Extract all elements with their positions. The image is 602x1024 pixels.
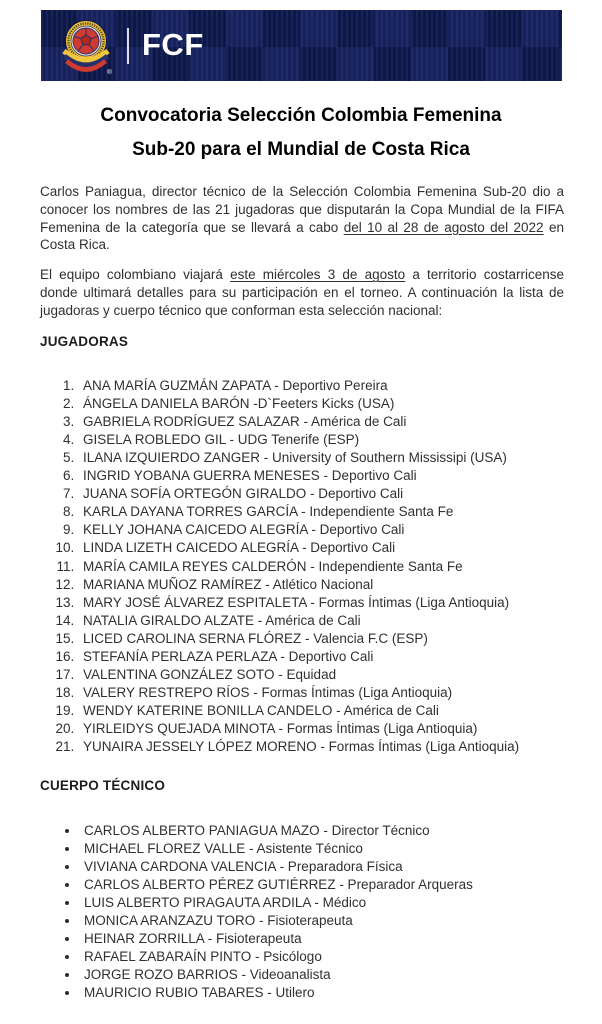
travel-paragraph xyxy=(40,266,564,319)
player-item: 2. ÁNGELA DANIELA BARÓN -D`Feeters Kicks (USA) xyxy=(78,395,562,413)
player-item: 9. KELLY JOHANA CAICEDO ALEGRÍA - Deportivo Cali xyxy=(78,521,562,539)
staff-list xyxy=(40,822,562,1002)
title-line-2: Sub-20 para el Mundial de Costa Rica xyxy=(132,139,470,160)
travel-text-before: El equipo colombiano viajará xyxy=(40,267,231,283)
player-item: 17. VALENTINA GONZÁLEZ SOTO - Equidad xyxy=(78,666,562,684)
player-item: 21. YUNAIRA JESSELY LÓPEZ MORENO - Formas Íntimas (Liga Antioquia) xyxy=(78,738,562,756)
staff-item: • RAFAEL ZABARAÍN PINTO - Psicólogo xyxy=(80,948,562,966)
travel-text-after: a territorio costarricense donde ultimará detalles para su participación en el torneo. A continuación la lista de jugadoras y cuerpo técnico que conforman esta selección nacional: xyxy=(40,267,565,318)
player-item: 6. INGRID YOBANA GUERRA MENESES - Deportivo Cali xyxy=(78,467,562,485)
staff-item: • MONICA ARANZAZU TORO - Fisioterapeuta xyxy=(80,912,562,930)
travel-date-underlined: este miércoles 3 de agosto xyxy=(230,267,406,283)
staff-item: • JORGE ROZO BARRIOS - Videoanalista xyxy=(80,966,562,984)
player-item: 14. NATALIA GIRALDO ALZATE - América de Cali xyxy=(78,612,562,630)
page-title xyxy=(40,99,562,167)
fcf-crest xyxy=(58,15,114,77)
staff-item: • HEINAR ZORRILLA - Fisioterapeuta xyxy=(80,930,562,948)
fcf-banner xyxy=(41,10,562,81)
player-item: 15. LICED CAROLINA SERNA FLÓREZ - Valencia F.C (ESP) xyxy=(78,630,562,648)
player-item: 11. MARÍA CAMILA REYES CALDERÓN - Independiente Santa Fe xyxy=(78,558,562,576)
banner-divider xyxy=(127,28,129,64)
staff-item: • VIVIANA CARDONA VALENCIA - Preparadora Física xyxy=(80,858,562,876)
fcf-wordmark: FCF xyxy=(142,27,204,62)
player-item: 18. VALERY RESTREPO RÍOS - Formas Íntimas (Liga Antioquia) xyxy=(78,684,562,702)
title-line-1: Convocatoria Selección Colombia Femenina xyxy=(100,105,502,126)
staff-item: • CARLOS ALBERTO PANIAGUA MAZO - Director Técnico xyxy=(80,822,562,840)
player-item: 13. MARY JOSÉ ÁLVAREZ ESPITALETA - Formas Íntimas (Liga Antioquia) xyxy=(78,594,562,612)
intro-dates-underlined: del 10 al 28 de agosto del 2022 xyxy=(343,219,544,235)
staff-item: • LUIS ALBERTO PIRAGAUTA ARDILA - Médico xyxy=(80,894,562,912)
player-item: 1. ANA MARÍA GUZMÁN ZAPATA - Deportivo Pereira xyxy=(78,377,562,395)
registered-mark: ® xyxy=(107,68,112,76)
staff-item: • MICHAEL FLOREZ VALLE - Asistente Técnico xyxy=(80,840,562,858)
player-item: 19. WENDY KATERINE BONILLA CANDELO - América de Cali xyxy=(78,702,562,720)
player-item: 5. ILANA IZQUIERDO ZANGER - University of Southern Mississipi (USA) xyxy=(78,449,562,467)
player-item: 3. GABRIELA RODRÍGUEZ SALAZAR - América de Cali xyxy=(78,413,562,431)
player-item: 12. MARIANA MUÑOZ RAMÍREZ - Atlético Nacional xyxy=(78,576,562,594)
player-item: 10. LINDA LIZETH CAICEDO ALEGRÍA - Deportivo Cali xyxy=(78,539,562,557)
intro-text-after: en Costa Rica. xyxy=(40,219,564,253)
fcf-crest-icon xyxy=(58,15,114,77)
intro-text-before: Carlos Paniagua, director técnico de la Selección Colombia Femenina Sub-20 dio a conocer los nombres de las 21 jugadoras que disputarán la Copa Mundial de la FIFA Femenina de la categoría que se llevará a cabo xyxy=(40,184,564,235)
staff-item: • CARLOS ALBERTO PÉREZ GUTIÉRREZ - Preparador Arqueras xyxy=(80,876,562,894)
player-item: 16. STEFANÍA PERLAZA PERLAZA - Deportivo Cali xyxy=(78,648,562,666)
player-item: 20. YIRLEIDYS QUEJADA MINOTA - Formas Íntimas (Liga Antioquia) xyxy=(78,720,562,738)
staff-heading: CUERPO TÉCNICO xyxy=(40,777,166,793)
players-heading: JUGADORAS xyxy=(40,333,129,349)
player-item: 4. GISELA ROBLEDO GIL - UDG Tenerife (ESP) xyxy=(78,431,562,449)
document-body xyxy=(0,166,602,1002)
intro-paragraph xyxy=(40,183,564,254)
player-item: 8. KARLA DAYANA TORRES GARCÍA - Independiente Santa Fe xyxy=(78,503,562,521)
staff-item: • MAURICIO RUBIO TABARES - Utilero xyxy=(80,984,562,1002)
players-list xyxy=(40,377,562,757)
player-item: 7. JUANA SOFÍA ORTEGÓN GIRALDO - Deportivo Cali xyxy=(78,485,562,503)
